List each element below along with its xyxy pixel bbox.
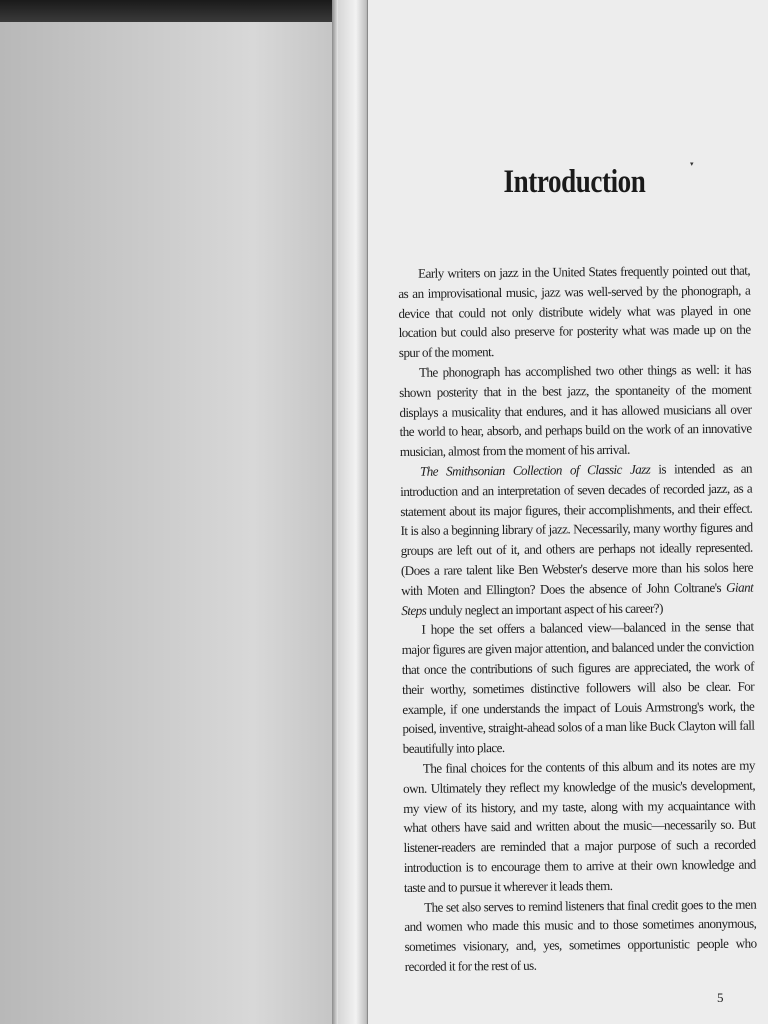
- body-paragraph: [400, 459, 754, 621]
- paragraph-text: unduly neglect an important aspect of his career?): [426, 600, 663, 618]
- page-title: Introduction: [503, 164, 646, 200]
- body-paragraph: [404, 894, 757, 977]
- introduction-body: [398, 261, 757, 977]
- paragraph-text: The phonograph has accomplished two other things as well: it has shown posterity that in the best jazz, the spontaneity of the moment displays a musicality that endures, and it has allowed musicians all over the world to hear, absorb, and perhaps build on the work of an innovative musician, almost from the moment of his arrival.: [399, 361, 752, 460]
- scan-top-shadow: [0, 0, 338, 22]
- paragraph-text: The final choices for the contents of this album and its notes are my own. Ultimately they reflect my knowledge of the music's development, my view of its history, and my taste, along with my acquaintance with what others have said and written about the music—necessarily so. But listener-readers are reminded that a major purpose of such a recorded introduction is to encourage them to arrive at their own knowledge and taste and to pursue it wherever it leads them.: [402, 757, 756, 895]
- left-blank-page: [0, 0, 338, 1024]
- italic-title-text: Giant Steps: [401, 579, 754, 618]
- book-gutter: [338, 0, 368, 1024]
- italic-title-text: The Smithsonian Collection of Classic Jazz: [419, 461, 651, 479]
- body-paragraph: [403, 756, 756, 898]
- printer-mark: ▾: [690, 160, 694, 168]
- paragraph-text: I hope the set offers a balanced view—balanced in the sense that major figures are given major attention, and balanced under the conviction that once the contributions of such figures are appreciated, the work of their worthy, sometimes distinctive followers will also be clear. For example, if one understands the impact of Louis Armstrong's work, the poised, inventive, straight-ahead solos of a man like Buck Clayton will fall beautifully into place.: [401, 618, 755, 757]
- body-paragraph: [401, 617, 754, 759]
- body-paragraph: [399, 360, 752, 462]
- paragraph-text: The set also serves to remind listeners that final credit goes to the men and women who made this music and to those sometimes anonymous, sometimes visionary, and, yes, sometimes opportunistic people who recorded it for the rest of us.: [404, 896, 757, 974]
- page-number: 5: [717, 990, 724, 1005]
- right-text-page: [368, 0, 768, 1024]
- paragraph-text: Early writers on jazz in the United States frequently pointed out that, as an improvisational music, jazz was well-served by the phonograph, a device that could not only distribute widely what was played in one location but could also preserve for posterity what was made up on the spur of the moment.: [398, 262, 751, 361]
- paragraph-text: is intended as an introduction and an interpretation of seven decades of recorded jazz, as a statement about its major figures, their accomplishments, and their effect. It is also a beginning library of jazz. Necessarily, many worthy figures and groups are left out of it, and others are perhaps not ideally represented. (Does a rare talent like Ben Webster's deserve more than his solos here with Moten and Ellington? Does the absence of John Coltrane's: [400, 460, 753, 598]
- body-paragraph: [398, 261, 751, 363]
